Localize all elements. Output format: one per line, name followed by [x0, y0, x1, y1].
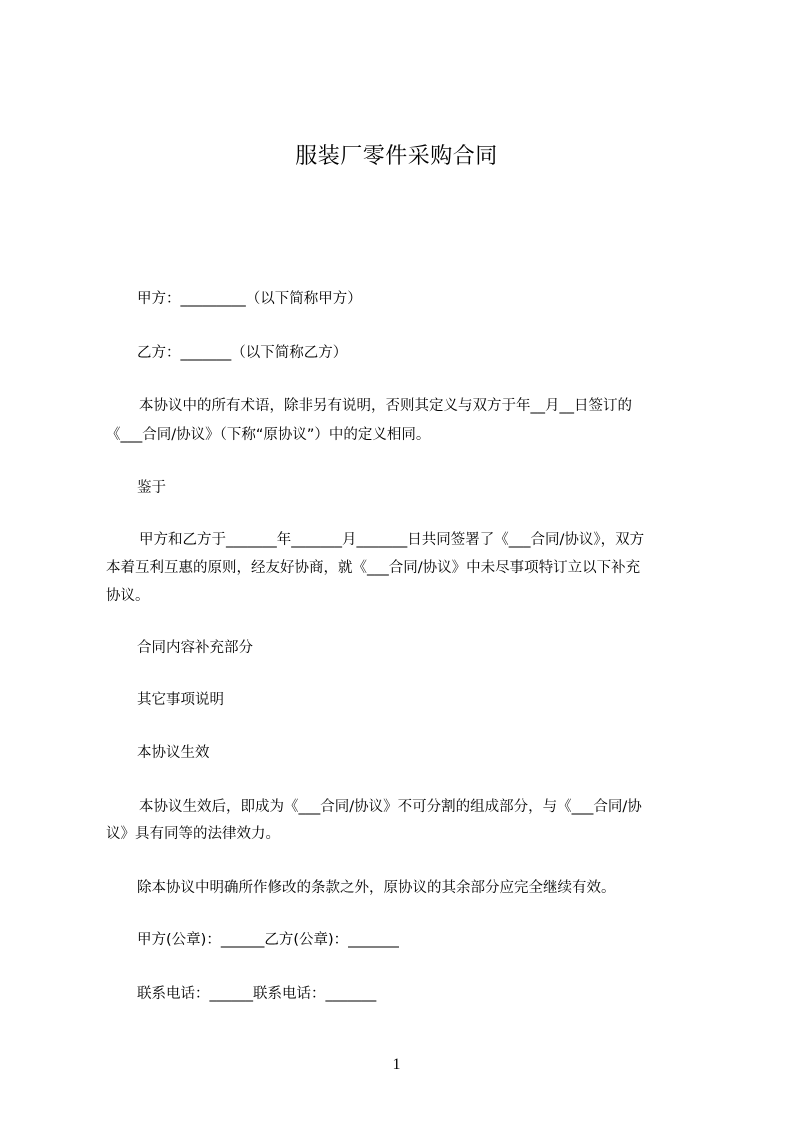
effective-paragraph-line-2: 议》具有同等的法律效力。	[106, 826, 280, 842]
other-matters-heading: 其它事项说明	[137, 692, 224, 708]
remaining-terms-paragraph: 除本协议中明确所作修改的条款之外，原协议的其余部分应完全继续有效。	[137, 880, 616, 896]
whereas-heading: 鉴于	[137, 480, 166, 496]
terms-paragraph-line-1: 本协议中的所有术语，除非另有说明，否则其定义与双方于年__月__日签订的	[139, 398, 632, 414]
effective-paragraph-line-1: 本协议生效后，即成为《___合同/协议》不可分割的组成部分，与《___合同/协	[139, 799, 642, 815]
agreement-paragraph-line-3: 协议。	[106, 588, 150, 604]
terms-paragraph-line-2: 《___合同/协议》（下称“原协议”）中的定义相同。	[106, 427, 431, 443]
supplement-heading: 合同内容补充部分	[137, 640, 253, 656]
document-title: 服装厂零件采购合同	[295, 144, 498, 169]
agreement-paragraph-line-1: 甲方和乙方于_______年_______月_______日共同签署了《___合同/协议》，双方	[139, 532, 645, 548]
party-b-line: 乙方：_______（以下简称乙方）	[137, 345, 348, 361]
party-a-line: 甲方：_________（以下简称甲方）	[137, 291, 362, 307]
page-number: 1	[392, 1056, 401, 1073]
effective-heading: 本协议生效	[137, 745, 210, 761]
seal-line: 甲方(公章)：______乙方(公章)：_______	[137, 932, 399, 948]
agreement-paragraph-line-2: 本着互利互惠的原则，经友好协商，就《___合同/协议》中未尽事项特订立以下补充	[106, 560, 641, 576]
phone-line: 联系电话：______联系电话：_______	[137, 986, 377, 1002]
